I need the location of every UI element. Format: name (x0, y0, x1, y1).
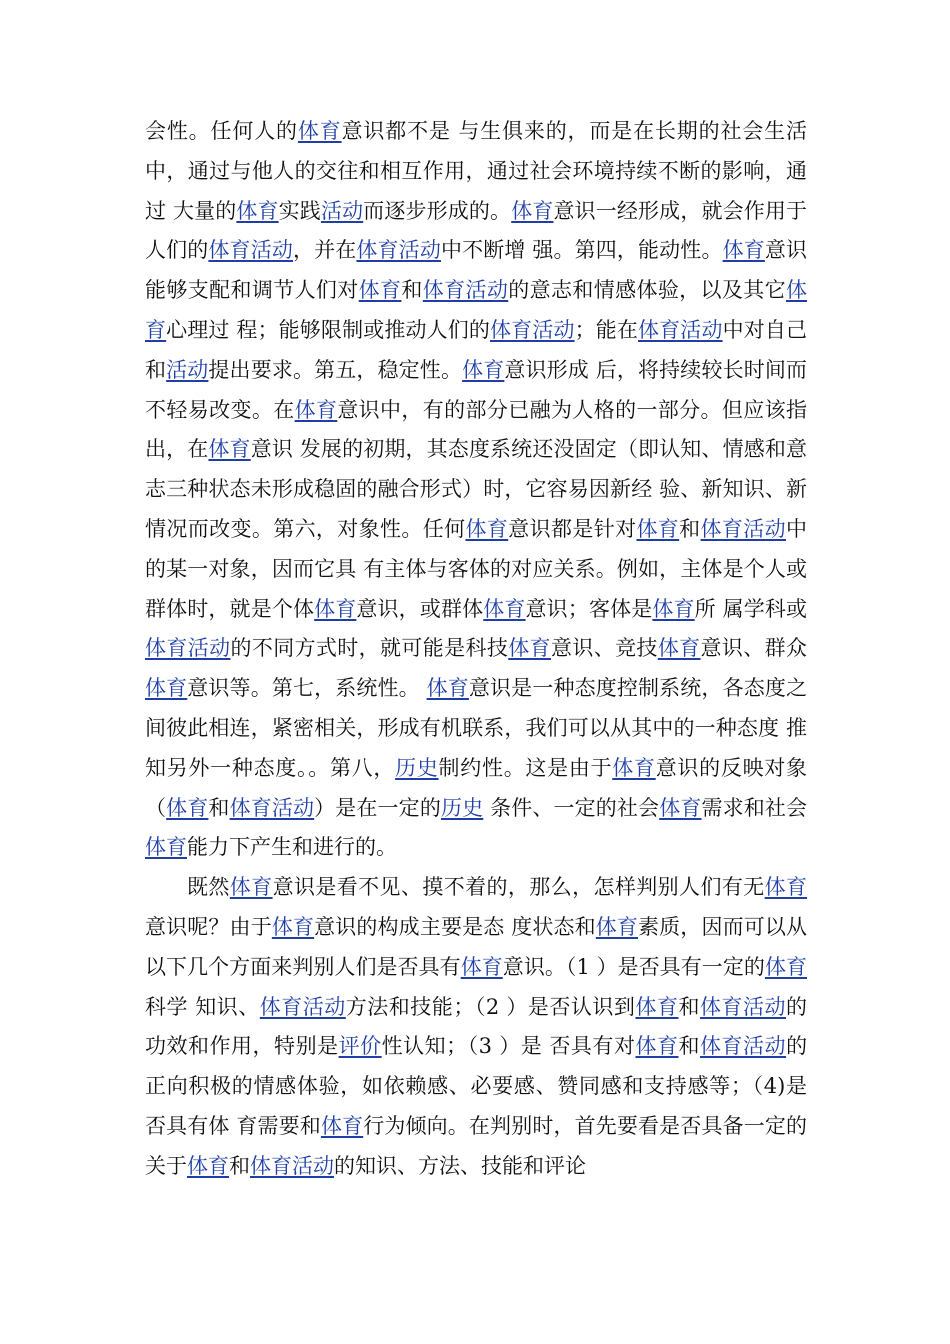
text-run: 的不同方式时，就可能是科技 (230, 636, 509, 661)
keyword-link[interactable]: 历史 (440, 795, 484, 820)
text-run: 方法和技能；（2 ）是否认识到 (345, 994, 636, 1019)
text-run: 会性。任何人的 (145, 119, 298, 143)
text-run: 意识的反映对象（ (145, 755, 808, 820)
text-run: 提出要求。第五，稳定性。 (208, 357, 463, 382)
keyword-link[interactable]: 体育活动 (490, 317, 575, 342)
text-run: 意识呢？由于 (145, 914, 272, 939)
keyword-link[interactable]: 体育 (722, 238, 765, 263)
text-run: 需求和社会 (701, 795, 808, 820)
text-run: 意识的构成主要是态 度状态和 (314, 914, 596, 939)
text-run: 意识中，有的部分已融为人格的一部分。但应该指出，在 (145, 397, 808, 462)
document-body (145, 112, 807, 1187)
keyword-link[interactable]: 体育 (271, 914, 315, 939)
text-run: 的知识、方法、技能和评论 (334, 1153, 586, 1178)
keyword-link[interactable]: 体育 (595, 914, 639, 939)
keyword-link[interactable]: 体育 (652, 596, 695, 621)
paragraph (145, 868, 807, 1186)
keyword-link[interactable]: 体育 (294, 397, 338, 422)
text-run: 和 (401, 278, 423, 303)
keyword-link[interactable]: 体育 (511, 198, 554, 223)
keyword-link[interactable]: 体育 (508, 636, 551, 661)
text-run: 条件、一定的社会 (483, 795, 660, 820)
keyword-link[interactable]: 体育 (314, 596, 357, 621)
text-run: 中不断增 强。第四，能动性。 (440, 238, 723, 263)
keyword-link[interactable]: 体育活动 (250, 1153, 334, 1178)
keyword-link[interactable]: 体育 (635, 1034, 679, 1059)
text-run: 的意志和情感体验，以及其它 (508, 278, 787, 303)
keyword-link[interactable]: 体育活动 (208, 238, 293, 263)
keyword-link[interactable]: 体育活动 (699, 994, 787, 1019)
text-run: 和 (678, 1034, 701, 1059)
text-run: 意识是看不见、摸不着的，那么，怎样判别人们有无 (272, 875, 765, 900)
keyword-link[interactable]: 历史 (395, 755, 439, 780)
keyword-link[interactable]: 体育 (483, 596, 526, 621)
keyword-link[interactable]: 活动 (166, 357, 209, 382)
text-run: 中的某一对象，因而它具 有主体与客体的对应关系。例如，主体是个人或群体时，就是个体 (145, 516, 808, 621)
keyword-link[interactable]: 体育活动 (700, 1034, 787, 1059)
keyword-link[interactable]: 体育 (236, 198, 279, 223)
text-run: 而逐步形成的。 (363, 198, 512, 223)
text-run: 制约性。这是由于 (438, 755, 613, 780)
text-run: 和 (679, 516, 701, 541)
keyword-link[interactable]: 体育活动 (145, 636, 231, 661)
text-run: 意识形成 后，将持续较长时间而不轻易改变。在 (145, 357, 807, 422)
text-run: 心理过 程；能够限制或推动人们的 (166, 317, 491, 342)
keyword-link[interactable]: 活动 (320, 198, 364, 223)
keyword-link[interactable]: 体育 (657, 636, 701, 661)
text-run: 意识，或群体 (356, 596, 484, 621)
keyword-link[interactable]: 体育活动 (259, 994, 346, 1019)
keyword-link[interactable]: 体育 (659, 795, 702, 820)
text-run: 和 (208, 795, 230, 820)
text-run: 意识、群众 (700, 636, 808, 661)
keyword-link[interactable]: 体育 (764, 954, 807, 979)
text-run: 和 (229, 1153, 250, 1178)
keyword-link[interactable]: 体育 (145, 835, 187, 860)
keyword-link[interactable]: 体育 (187, 1153, 229, 1178)
text-run: 意识、竞技 (550, 636, 658, 661)
text-run: 能力下产生和进行的。 (187, 835, 397, 860)
keyword-link[interactable]: 体育活动 (700, 516, 787, 541)
keyword-link[interactable]: 体育 (297, 119, 342, 143)
text-run: 意识能够支配和调节人们对 (145, 238, 808, 303)
keyword-link[interactable]: 评价 (338, 1034, 382, 1059)
text-run: 的功效和作用，特别是 (145, 994, 808, 1059)
keyword-link[interactable]: 体育 (145, 278, 808, 342)
keyword-link[interactable]: 体育 (764, 875, 808, 900)
keyword-link[interactable]: 体育 (229, 875, 273, 900)
text-run: 意识是一种态度控制系统，各态度之间彼此相连，紧密相关，形成有机联系，我们可以从其中的一种态度 推知另外一种态度。。第八， (145, 676, 807, 780)
text-run: 意识都不是 与生俱来的，而是在长期的社会生活中，通过与他人的交往和相互作用，通过社会环境持续不断的影响，通过 大量的 (145, 119, 807, 223)
text-run: 意识一经形成，就会作用于人们的 (145, 198, 808, 263)
keyword-link[interactable]: 体育 (465, 516, 509, 541)
keyword-link[interactable]: 体育 (166, 795, 209, 820)
keyword-link[interactable]: 体育 (636, 516, 680, 541)
keyword-link[interactable]: 体育活动 (422, 278, 509, 303)
text-run: ；能在 (574, 317, 639, 342)
text-run: 意识。（1 ）是否具有一定的 (502, 954, 765, 979)
text-run: 素质，因而可以从以下几个方面来判别人们是否具有 (145, 914, 808, 979)
text-run: ）是在一定的 (314, 795, 441, 820)
text-run: 实践 (278, 198, 321, 223)
text-run: 所 属学科或 (694, 596, 808, 621)
text-run: 既然 (187, 875, 230, 900)
keyword-link[interactable]: 体育 (635, 994, 679, 1019)
keyword-link[interactable]: 体育 (462, 357, 505, 382)
text-run: 意识都是针对 (508, 516, 637, 541)
text-run: 性认知；（3 ）是 否具有对 (381, 1034, 636, 1059)
text-run: 意识等。第七，系统性。 (187, 676, 427, 701)
keyword-link[interactable]: 体育 (208, 437, 251, 462)
text-run: 意识 发展的初期，其态度系统还没固定（即认知、情感和意志三种状态未形成稳固的融合形式）时，它容易因新经 验、新知识、新情况而改变。第六，对象性。任何 (145, 437, 807, 541)
text-run: ，并在 (292, 238, 357, 263)
keyword-link[interactable]: 体育活动 (229, 795, 315, 820)
text-run: 科学 知识、 (145, 994, 260, 1019)
keyword-link[interactable]: 体育 (426, 676, 469, 701)
keyword-link[interactable]: 体育 (460, 954, 503, 979)
keyword-link[interactable]: 体育活动 (638, 317, 723, 342)
text-run: 意识；客体是 (525, 596, 653, 621)
keyword-link[interactable]: 体育 (612, 755, 656, 780)
text-run: 中对自己和 (145, 317, 808, 382)
keyword-link[interactable]: 体育 (145, 676, 188, 701)
keyword-link[interactable]: 体育活动 (356, 238, 441, 263)
text-run: 行为倾向。在判别时，首先要看是否具备一定的关于 (145, 1113, 807, 1178)
text-run: 的正向积极的情感体验，如依赖感、必要感、赞同感和支持感等；（4)是否具有体 育需要和 (145, 1034, 808, 1138)
keyword-link[interactable]: 体育 (358, 278, 402, 303)
keyword-link[interactable]: 体育 (320, 1113, 364, 1138)
text-run: 和 (678, 994, 700, 1019)
paragraph (145, 112, 807, 868)
